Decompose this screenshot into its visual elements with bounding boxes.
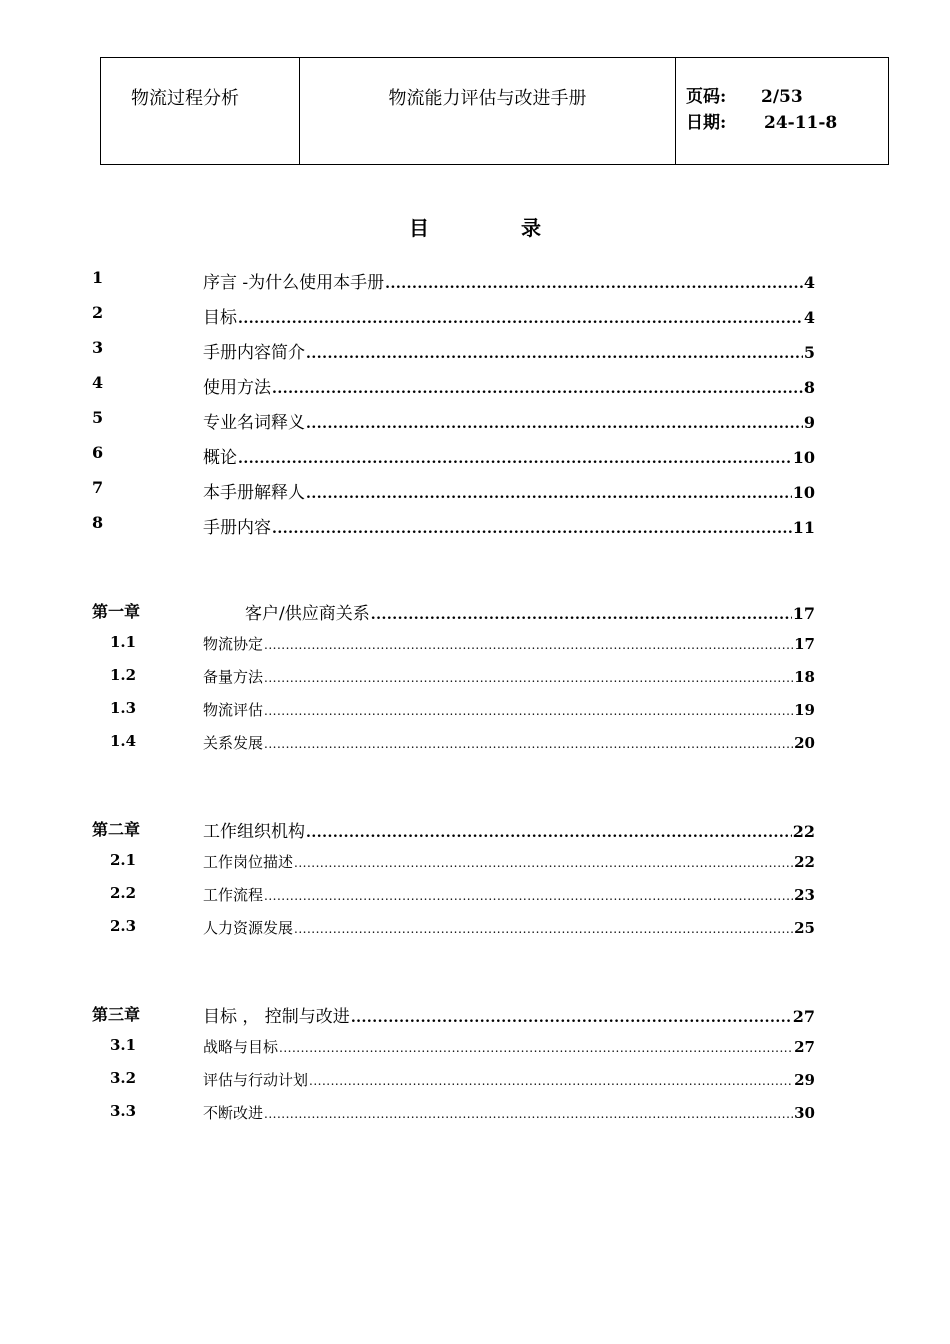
toc-entry-title: 备量方法 bbox=[203, 668, 264, 686]
toc-entry-link[interactable] bbox=[203, 373, 815, 398]
toc-entry-title: 人力资源发展 bbox=[203, 919, 294, 937]
header-section bbox=[101, 58, 300, 164]
toc-dot-leader bbox=[264, 671, 793, 685]
toc-entry-link[interactable] bbox=[203, 732, 815, 753]
toc-dot-leader bbox=[385, 276, 803, 292]
toc-dot-leader bbox=[279, 1041, 793, 1055]
toc-title bbox=[0, 212, 950, 241]
toc-entry-link[interactable] bbox=[203, 1069, 815, 1090]
toc-entry-title: 物流评估 bbox=[203, 701, 264, 719]
header-date-line bbox=[686, 110, 888, 136]
toc-dot-leader bbox=[264, 737, 793, 751]
toc-entry-number: 第一章 bbox=[92, 602, 141, 621]
header-doc-title-text: 物流能力评估与改进手册 bbox=[388, 88, 587, 109]
toc-page-number: 23 bbox=[794, 886, 815, 904]
toc-dot-leader bbox=[264, 704, 793, 718]
toc-page-number: 27 bbox=[794, 1038, 815, 1056]
toc-entry-link[interactable] bbox=[245, 599, 815, 624]
toc-dot-leader bbox=[294, 922, 793, 936]
toc-entry-link[interactable] bbox=[203, 699, 815, 720]
toc-title-left: 目 bbox=[409, 216, 429, 240]
toc-entry-number: 2.3 bbox=[110, 917, 137, 935]
toc-dot-leader bbox=[272, 381, 803, 397]
toc-entry-link[interactable] bbox=[203, 443, 815, 468]
toc-entry-number: 1.4 bbox=[110, 732, 137, 750]
toc-title-right: 录 bbox=[521, 216, 541, 240]
toc-entry-number: 3.2 bbox=[110, 1069, 137, 1087]
toc-entry-link[interactable] bbox=[203, 268, 815, 293]
toc-page-number: 18 bbox=[794, 668, 815, 686]
toc-entry-number: 4 bbox=[92, 373, 104, 392]
toc-entry-title: 评估与行动计划 bbox=[203, 1071, 309, 1089]
toc-entry-number: 2 bbox=[92, 303, 104, 322]
toc-entry-title: 手册内容 bbox=[203, 518, 271, 538]
toc-dot-leader bbox=[306, 416, 803, 432]
toc-entry-link[interactable] bbox=[203, 1036, 815, 1057]
toc-page-number: 11 bbox=[792, 518, 815, 537]
toc-page-number: 10 bbox=[792, 483, 815, 502]
toc-page-number: 4 bbox=[803, 308, 815, 327]
toc-entry-link[interactable] bbox=[203, 513, 815, 538]
toc-entry-number: 8 bbox=[92, 513, 104, 532]
toc-entry-title: 工作流程 bbox=[203, 886, 264, 904]
toc-entry-number: 1.2 bbox=[110, 666, 137, 684]
toc-entry-title: 目标 bbox=[203, 308, 237, 328]
toc-entry-number: 2.2 bbox=[110, 884, 137, 902]
toc-page-number: 29 bbox=[794, 1071, 815, 1089]
header-section-label: 物流过程分析 bbox=[131, 88, 239, 109]
toc-entry-title: 序言 -为什么使用本手册 bbox=[203, 273, 385, 293]
toc-dot-leader bbox=[264, 889, 793, 903]
toc-entry-number: 2.1 bbox=[110, 851, 137, 869]
toc-entry-number: 第二章 bbox=[92, 820, 141, 839]
toc-dot-leader bbox=[238, 451, 792, 467]
toc-page-number: 25 bbox=[794, 919, 815, 937]
toc-page-number: 9 bbox=[803, 413, 815, 432]
date-value: 24-11-8 bbox=[764, 113, 838, 133]
header-doc-title bbox=[300, 58, 676, 164]
toc-entry-link[interactable] bbox=[203, 338, 815, 363]
toc-entry-title: 客户/供应商关系 bbox=[245, 604, 370, 624]
toc-entry-link[interactable] bbox=[203, 408, 815, 433]
toc-dot-leader bbox=[309, 1074, 793, 1088]
toc-entry-number: 1.1 bbox=[110, 633, 137, 651]
toc-entry-title: 物流协定 bbox=[203, 635, 264, 653]
toc-entry-number: 5 bbox=[92, 408, 104, 427]
toc-dot-leader bbox=[238, 311, 803, 327]
toc-page-number: 22 bbox=[794, 853, 815, 871]
toc-page-number: 30 bbox=[794, 1104, 815, 1122]
toc-dot-leader bbox=[294, 856, 793, 870]
header-meta bbox=[676, 58, 888, 164]
toc-entry-link[interactable] bbox=[203, 817, 815, 842]
toc-entry-link[interactable] bbox=[203, 851, 815, 872]
toc-entry-link[interactable] bbox=[203, 633, 815, 654]
toc-entry-link[interactable] bbox=[203, 303, 815, 328]
toc-page-number: 22 bbox=[792, 822, 815, 841]
toc-entry-title: 手册内容简介 bbox=[203, 343, 305, 363]
toc-entry-title: 目标 ， 控制与改进 bbox=[203, 1007, 350, 1027]
toc-entry-title: 专业名词释义 bbox=[203, 413, 305, 433]
toc-page-number: 17 bbox=[792, 604, 815, 623]
toc-dot-leader bbox=[351, 1010, 792, 1026]
toc-entry-link[interactable] bbox=[203, 917, 815, 938]
toc-entry-title: 不断改进 bbox=[203, 1104, 264, 1122]
toc-entry-title: 工作岗位描述 bbox=[203, 853, 294, 871]
toc-page-number: 5 bbox=[803, 343, 815, 362]
date-label: 日期: bbox=[686, 113, 727, 133]
toc-dot-leader bbox=[272, 521, 792, 537]
toc-entry-number: 1.3 bbox=[110, 699, 137, 717]
toc-dot-leader bbox=[264, 1107, 793, 1121]
toc-entry-number: 第三章 bbox=[92, 1005, 141, 1024]
toc-entry-title: 战略与目标 bbox=[203, 1038, 279, 1056]
toc-entry-title: 工作组织机构 bbox=[203, 822, 305, 842]
toc-entry-link[interactable] bbox=[203, 884, 815, 905]
toc-dot-leader bbox=[306, 486, 792, 502]
toc-page-number: 19 bbox=[794, 701, 815, 719]
toc-entry-number: 7 bbox=[92, 478, 104, 497]
toc-page-number: 4 bbox=[803, 273, 815, 292]
toc-dot-leader bbox=[306, 825, 792, 841]
toc-entry-title: 本手册解释人 bbox=[203, 483, 305, 503]
toc-page-number: 27 bbox=[792, 1007, 815, 1026]
toc-entry-link[interactable] bbox=[203, 1002, 815, 1027]
toc-page-number: 17 bbox=[794, 635, 815, 653]
toc-dot-leader bbox=[264, 638, 793, 652]
toc-entry-number: 3.1 bbox=[110, 1036, 137, 1054]
toc-entry-link[interactable] bbox=[203, 666, 815, 687]
toc-entry-link[interactable] bbox=[203, 1102, 815, 1123]
header-page-line bbox=[686, 84, 888, 110]
toc-entry-title: 使用方法 bbox=[203, 378, 271, 398]
toc-entry-link[interactable] bbox=[203, 478, 815, 503]
toc-dot-leader bbox=[306, 346, 803, 362]
toc-entry-number: 1 bbox=[92, 268, 104, 287]
page-value: 2/53 bbox=[761, 87, 803, 107]
page-header-table bbox=[100, 57, 889, 165]
page-label: 页码: bbox=[686, 87, 727, 107]
toc-dot-leader bbox=[371, 607, 792, 623]
toc-entry-number: 6 bbox=[92, 443, 104, 462]
toc-page-number: 20 bbox=[794, 734, 815, 752]
toc-entry-number: 3.3 bbox=[110, 1102, 137, 1120]
toc-entry-title: 关系发展 bbox=[203, 734, 264, 752]
toc-entry-number: 3 bbox=[92, 338, 104, 357]
toc-page-number: 8 bbox=[803, 378, 815, 397]
toc-entry-title: 概论 bbox=[203, 448, 237, 468]
toc-page-number: 10 bbox=[792, 448, 815, 467]
